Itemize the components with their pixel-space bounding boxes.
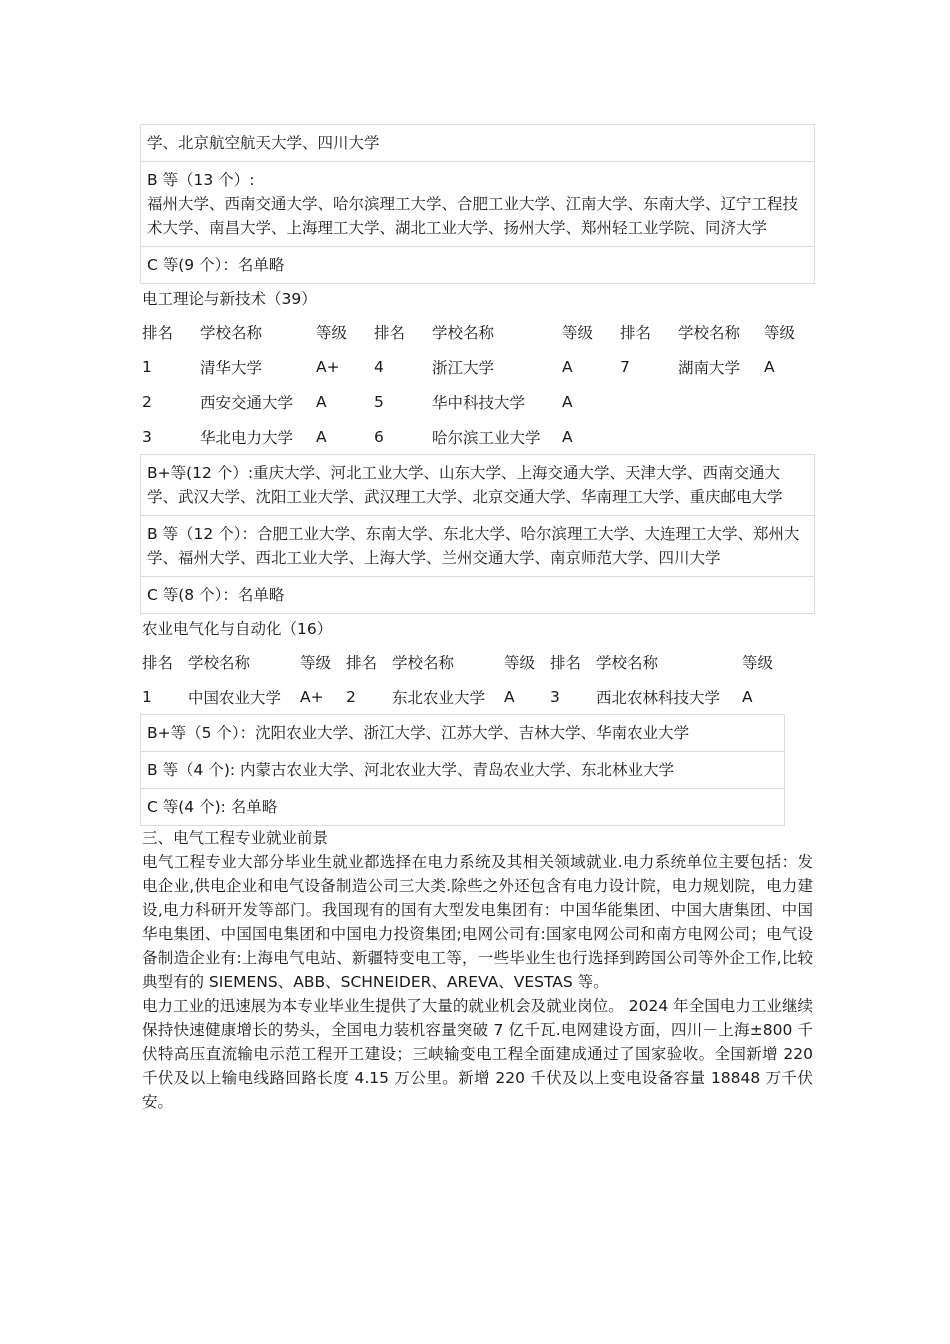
grade-list-cell: C 等(9 个）：名单略 <box>141 246 814 283</box>
grade-b-list: 福州大学、西南交通大学、哈尔滨理工大学、合肥工业大学、江南大学、东南大学、辽宁工程技术大学、南昌大学、上海理工大学、湖北工业大学、扬州大学、郑州轻工业学院、同济大学 <box>147 195 799 237</box>
table-row <box>140 384 812 419</box>
table-cell: 湖南大学 <box>678 358 741 377</box>
header-cell: 等级 <box>504 653 536 672</box>
grade-list-cell <box>141 161 814 246</box>
section-title: 电工理论与新技术（39） <box>142 290 317 308</box>
header-cell: 等级 <box>742 653 774 672</box>
table-cell: 西北农林科技大学 <box>596 688 721 707</box>
table-cell: A <box>764 357 775 376</box>
grade-list-box-1 <box>140 124 815 284</box>
ranking-table <box>140 644 790 714</box>
table-cell: 5 <box>374 392 384 411</box>
section-title: 农业电气化与自动化（16） <box>142 620 333 638</box>
header-cell: 学校名称 <box>432 323 495 342</box>
grade-list-cell: B+等(12 个）:重庆大学、河北工业大学、山东大学、上海交通大学、天津大学、西南交通大学、武汉大学、沈阳工业大学、武汉理工大学、北京交通大学、华南理工大学、重庆邮电大学 <box>147 464 783 506</box>
table-row <box>140 349 812 384</box>
table-cell <box>618 384 676 419</box>
grade-list-box-3 <box>140 714 785 826</box>
table-cell: 浙江大学 <box>432 358 495 377</box>
ranking-table <box>140 314 812 454</box>
table-header-row <box>140 644 790 679</box>
table-cell: A <box>504 687 515 706</box>
table-cell: A <box>316 392 327 411</box>
header-cell: 排名 <box>374 323 406 342</box>
table-cell <box>676 384 762 419</box>
table-cell: 1 <box>142 687 152 706</box>
document-page <box>140 124 815 1114</box>
table-cell <box>762 384 812 419</box>
header-cell: 等级 <box>764 323 796 342</box>
header-cell: 排名 <box>346 653 378 672</box>
grade-list-cell: C 等(4 个): 名单略 <box>141 788 784 825</box>
table-cell: A <box>742 687 753 706</box>
table-cell: A <box>316 427 327 446</box>
grade-list-cell: 学、北京航空航天大学、四川大学 <box>147 134 380 152</box>
table-cell: 2 <box>346 687 356 706</box>
paragraph: 电力工业的迅速展为本专业毕业生提供了大量的就业机会及就业岗位。 2024 年全国电力工业继续保持快速健康增长的势头，全国电力装机容量突破 7 亿千瓦.电网建设方面，四川－上海±800 千伏特高压直流输电示范工程开工建设；三峡输变电工程全面建成通过了国家验收。全国新增 220 千伏及以上输电线路回路长度 4.15 万公里。新增 220 千伏及以上变电设备容量 18848 万千伏安。 <box>142 997 813 1111</box>
table-cell: 西安交通大学 <box>200 393 294 412</box>
table-cell: 华北电力大学 <box>200 428 294 447</box>
table-cell: 7 <box>620 357 630 376</box>
table-cell: 东北农业大学 <box>392 688 486 707</box>
header-cell: 排名 <box>550 653 582 672</box>
table-cell <box>618 419 676 454</box>
table-row <box>140 419 812 454</box>
header-cell: 学校名称 <box>188 653 251 672</box>
table-cell: A <box>562 427 573 446</box>
grade-list-cell: C 等(8 个）：名单略 <box>141 576 814 613</box>
header-cell: 排名 <box>142 653 174 672</box>
header-cell: 学校名称 <box>678 323 741 342</box>
header-cell: 排名 <box>142 323 174 342</box>
table-cell: 1 <box>142 357 152 376</box>
table-cell: 中国农业大学 <box>188 688 282 707</box>
grade-list-cell: B 等（12 个）：合肥工业大学、东南大学、东北大学、哈尔滨理工大学、大连理工大学、郑州大学、福州大学、西北工业大学、上海大学、兰州交通大学、南京师范大学、四川大学 <box>141 515 814 576</box>
table-cell: 清华大学 <box>200 358 263 377</box>
table-cell: 4 <box>374 357 384 376</box>
table-cell: A <box>562 392 573 411</box>
grade-list-cell: B 等（4 个): 内蒙古农业大学、河北农业大学、青岛农业大学、东北林业大学 <box>141 751 784 788</box>
table-cell: A <box>562 357 573 376</box>
header-cell: 等级 <box>562 323 594 342</box>
table-cell: 2 <box>142 392 152 411</box>
table-cell: 3 <box>550 687 560 706</box>
table-row <box>140 679 790 714</box>
table-cell <box>762 419 812 454</box>
header-cell: 排名 <box>620 323 652 342</box>
header-cell: 学校名称 <box>200 323 263 342</box>
table-cell <box>676 419 762 454</box>
table-cell: 3 <box>142 427 152 446</box>
header-cell: 等级 <box>300 653 332 672</box>
table-cell: 6 <box>374 427 384 446</box>
header-cell: 学校名称 <box>596 653 659 672</box>
table-header-row <box>140 314 812 349</box>
table-cell: 华中科技大学 <box>432 393 526 412</box>
grade-b-heading: B 等（13 个）: <box>147 171 255 189</box>
table-cell: A+ <box>300 687 324 706</box>
grade-list-cell: B+等（5 个）：沈阳农业大学、浙江大学、江苏大学、吉林大学、华南农业大学 <box>147 724 690 742</box>
table-cell: A+ <box>316 357 340 376</box>
header-cell: 等级 <box>316 323 348 342</box>
section-heading: 三、电气工程专业就业前景 <box>142 829 329 847</box>
table-cell: 哈尔滨工业大学 <box>432 428 541 447</box>
grade-list-box-2 <box>140 454 815 614</box>
header-cell: 学校名称 <box>392 653 455 672</box>
paragraph: 电气工程专业大部分毕业生就业都选择在电力系统及其相关领域就业.电力系统单位主要包括：发电企业,供电企业和电气设备制造公司三大类.除些之外还包含有电力设计院，电力规划院，电力建设,电力科研开发等部门。我国现有的国有大型发电集团有：中国华能集团、中国大唐集团、中国华电集团、中国国电集团和中国电力投资集团;电网公司有:国家电网公司和南方电网公司；电气设备制造企业有:上海电气电站、新疆特变电工等，一些毕业生也行选择到跨国公司等外企工作,比较典型有的 SIEMENS、ABB、SCHNEIDER、AREVA、VESTAS 等。 <box>142 853 813 991</box>
